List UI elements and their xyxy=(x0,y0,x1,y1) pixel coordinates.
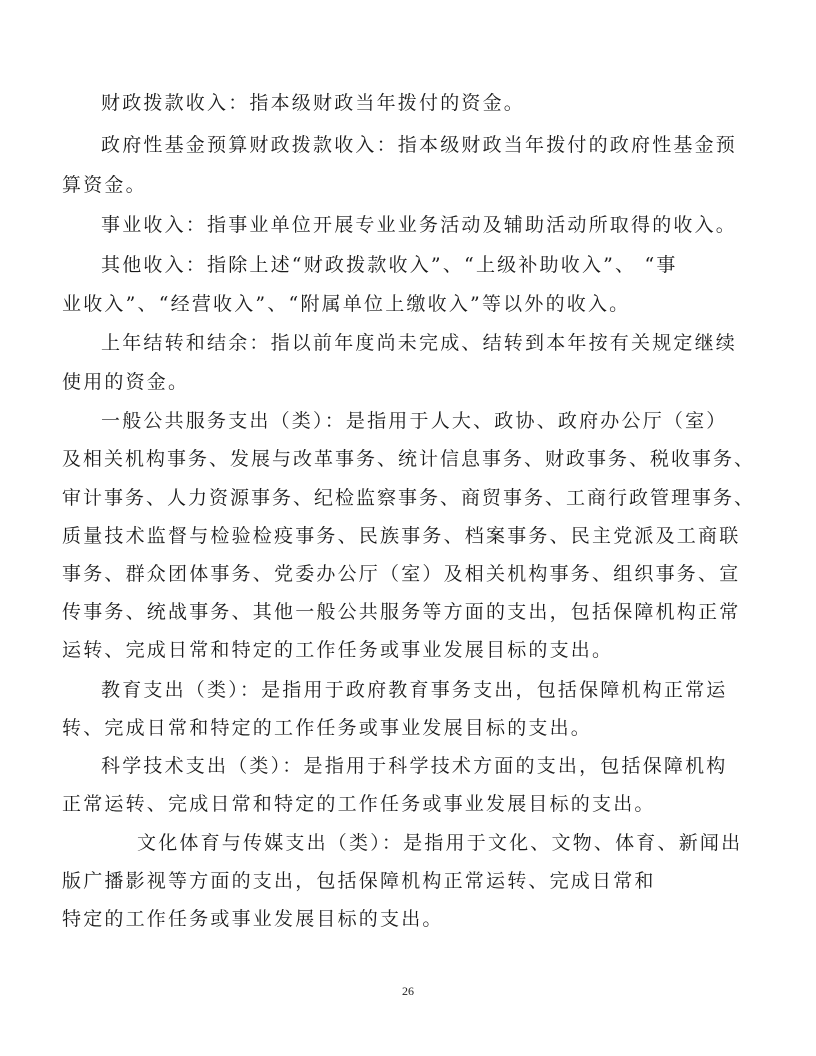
text-line: 转、完成日常和特定的工作任务或事业发展目标的支出。 xyxy=(62,717,593,739)
text-line: 教育支出（类）：是指用于政府教育事务支出，包括保障机构正常运 xyxy=(101,679,728,701)
text-line: 版广播影视等方面的支出，包括保障机构正常运转、完成日常和 xyxy=(62,870,656,892)
text-line: 正常运转、完成日常和特定的工作任务或事业发展目标的支出。 xyxy=(62,793,656,815)
text-line: 文化体育与传媒支出（类）：是指用于文化、文物、体育、新闻出 xyxy=(137,832,743,854)
text-line: 事务、群众团体事务、党委办公厅（室）及相关机构事务、组织事务、宣 xyxy=(62,563,741,585)
text-line: 特定的工作任务或事业发展目标的支出。 xyxy=(62,908,444,930)
text-line: 其他收入：指除上述“财政拨款收入”、“上级补助收入”、 “事 xyxy=(101,254,678,276)
text-line: 使用的资金。 xyxy=(62,371,190,393)
page-number: 26 xyxy=(402,984,414,998)
text-line: 事业收入：指事业单位开展专业业务活动及辅助活动所取得的收入。 xyxy=(101,214,738,236)
text-line: 科学技术支出（类）：是指用于科学技术方面的支出，包括保障机构 xyxy=(101,755,728,777)
text-line: 传事务、统战事务、其他一般公共服务等方面的支出，包括保障机构正常 xyxy=(62,601,741,623)
text-line: 上年结转和结余：指以前年度尚未完成、结转到本年按有关规定继续 xyxy=(101,332,738,354)
text-line: 算资金。 xyxy=(62,174,147,196)
text-line: 及相关机构事务、发展与改革事务、统计信息事务、财政事务、税收事务、 xyxy=(62,448,756,470)
text-line: 质量技术监督与检验检疫事务、民族事务、档案事务、民主党派及工商联 xyxy=(62,525,741,547)
text-line: 业收入”、“经营收入”、“附属单位上缴收入”等以外的收入。 xyxy=(62,293,631,315)
text-line: 运转、完成日常和特定的工作任务或事业发展目标的支出。 xyxy=(62,639,614,661)
text-line: 财政拨款收入：指本级财政当年拨付的资金。 xyxy=(101,92,526,114)
text-line: 政府性基金预算财政拨款收入：指本级财政当年拨付的政府性基金预 xyxy=(101,134,738,156)
text-line: 审计事务、人力资源事务、纪检监察事务、商贸事务、工商行政管理事务、 xyxy=(62,487,756,509)
text-line: 一般公共服务支出（类）：是指用于人大、政协、政府办公厅（室） xyxy=(101,410,728,432)
